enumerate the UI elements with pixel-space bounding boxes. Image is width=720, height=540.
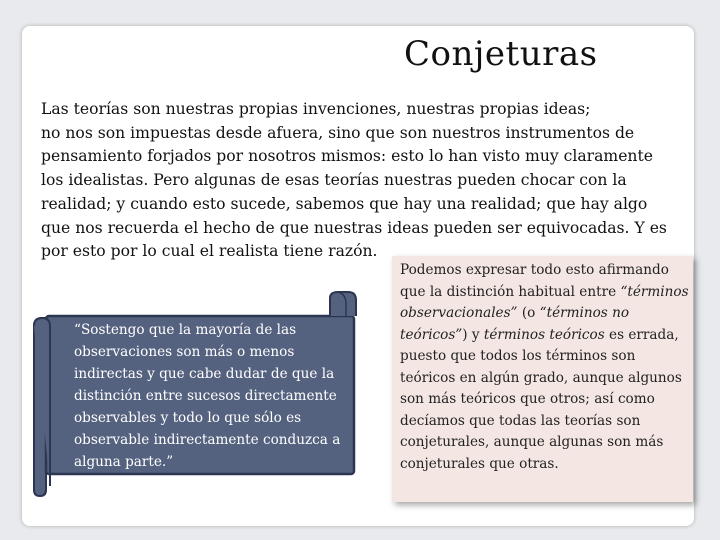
note-text-part: es errada, puesto que todos los términos son teóricos en algún grado, aunque algunos son más teóricos que otros; así como decíamos que todas las teorías son conjeturales, aunque algunas son más conjeturales que otras.	[400, 326, 682, 472]
paragraph-line: que nos recuerda el hecho de que nuestras ideas pueden ser equivocadas. Y es	[41, 218, 667, 237]
paragraph-line: los idealistas. Pero algunas de esas teorías nuestras pueden chocar con la	[41, 171, 627, 190]
paragraph-line: por esto por lo cual el realista tiene razón.	[41, 242, 378, 261]
slide-title: Conjeturas	[404, 34, 598, 74]
note-text-part: (o	[517, 305, 540, 321]
note-text-part: ) y	[462, 326, 484, 343]
note-text-part: Podemos expresar todo esto afirmando que la distinción habitual entre	[400, 262, 669, 300]
main-paragraph	[41, 98, 691, 264]
note-term: “términos observacionales”	[400, 283, 689, 321]
paragraph-line: Las teorías son nuestras propias invenciones, nuestras propias ideas;	[41, 100, 591, 118]
paragraph-line: pensamiento forjados por nosotros mismos: esto lo han visto muy claramente	[41, 147, 653, 166]
note-text	[400, 260, 690, 475]
paragraph-line: realidad; y cuando esto sucede, sabemos que hay una realidad; que hay algo	[41, 194, 648, 213]
paragraph-line: no nos son impuestas desde afuera, sino que son nuestros instrumentos de	[41, 123, 635, 142]
note-term: términos teóricos	[483, 326, 605, 343]
scroll-quote: “Sostengo que la mayoría de las observaciones son más o menos indirectas y que cabe dudar de que la distinción entre sucesos directamente observables y todo lo que sólo es observable indirectamente conduzca a alguna parte.”	[74, 322, 341, 470]
note-term: “términos no teóricos”	[400, 305, 630, 343]
